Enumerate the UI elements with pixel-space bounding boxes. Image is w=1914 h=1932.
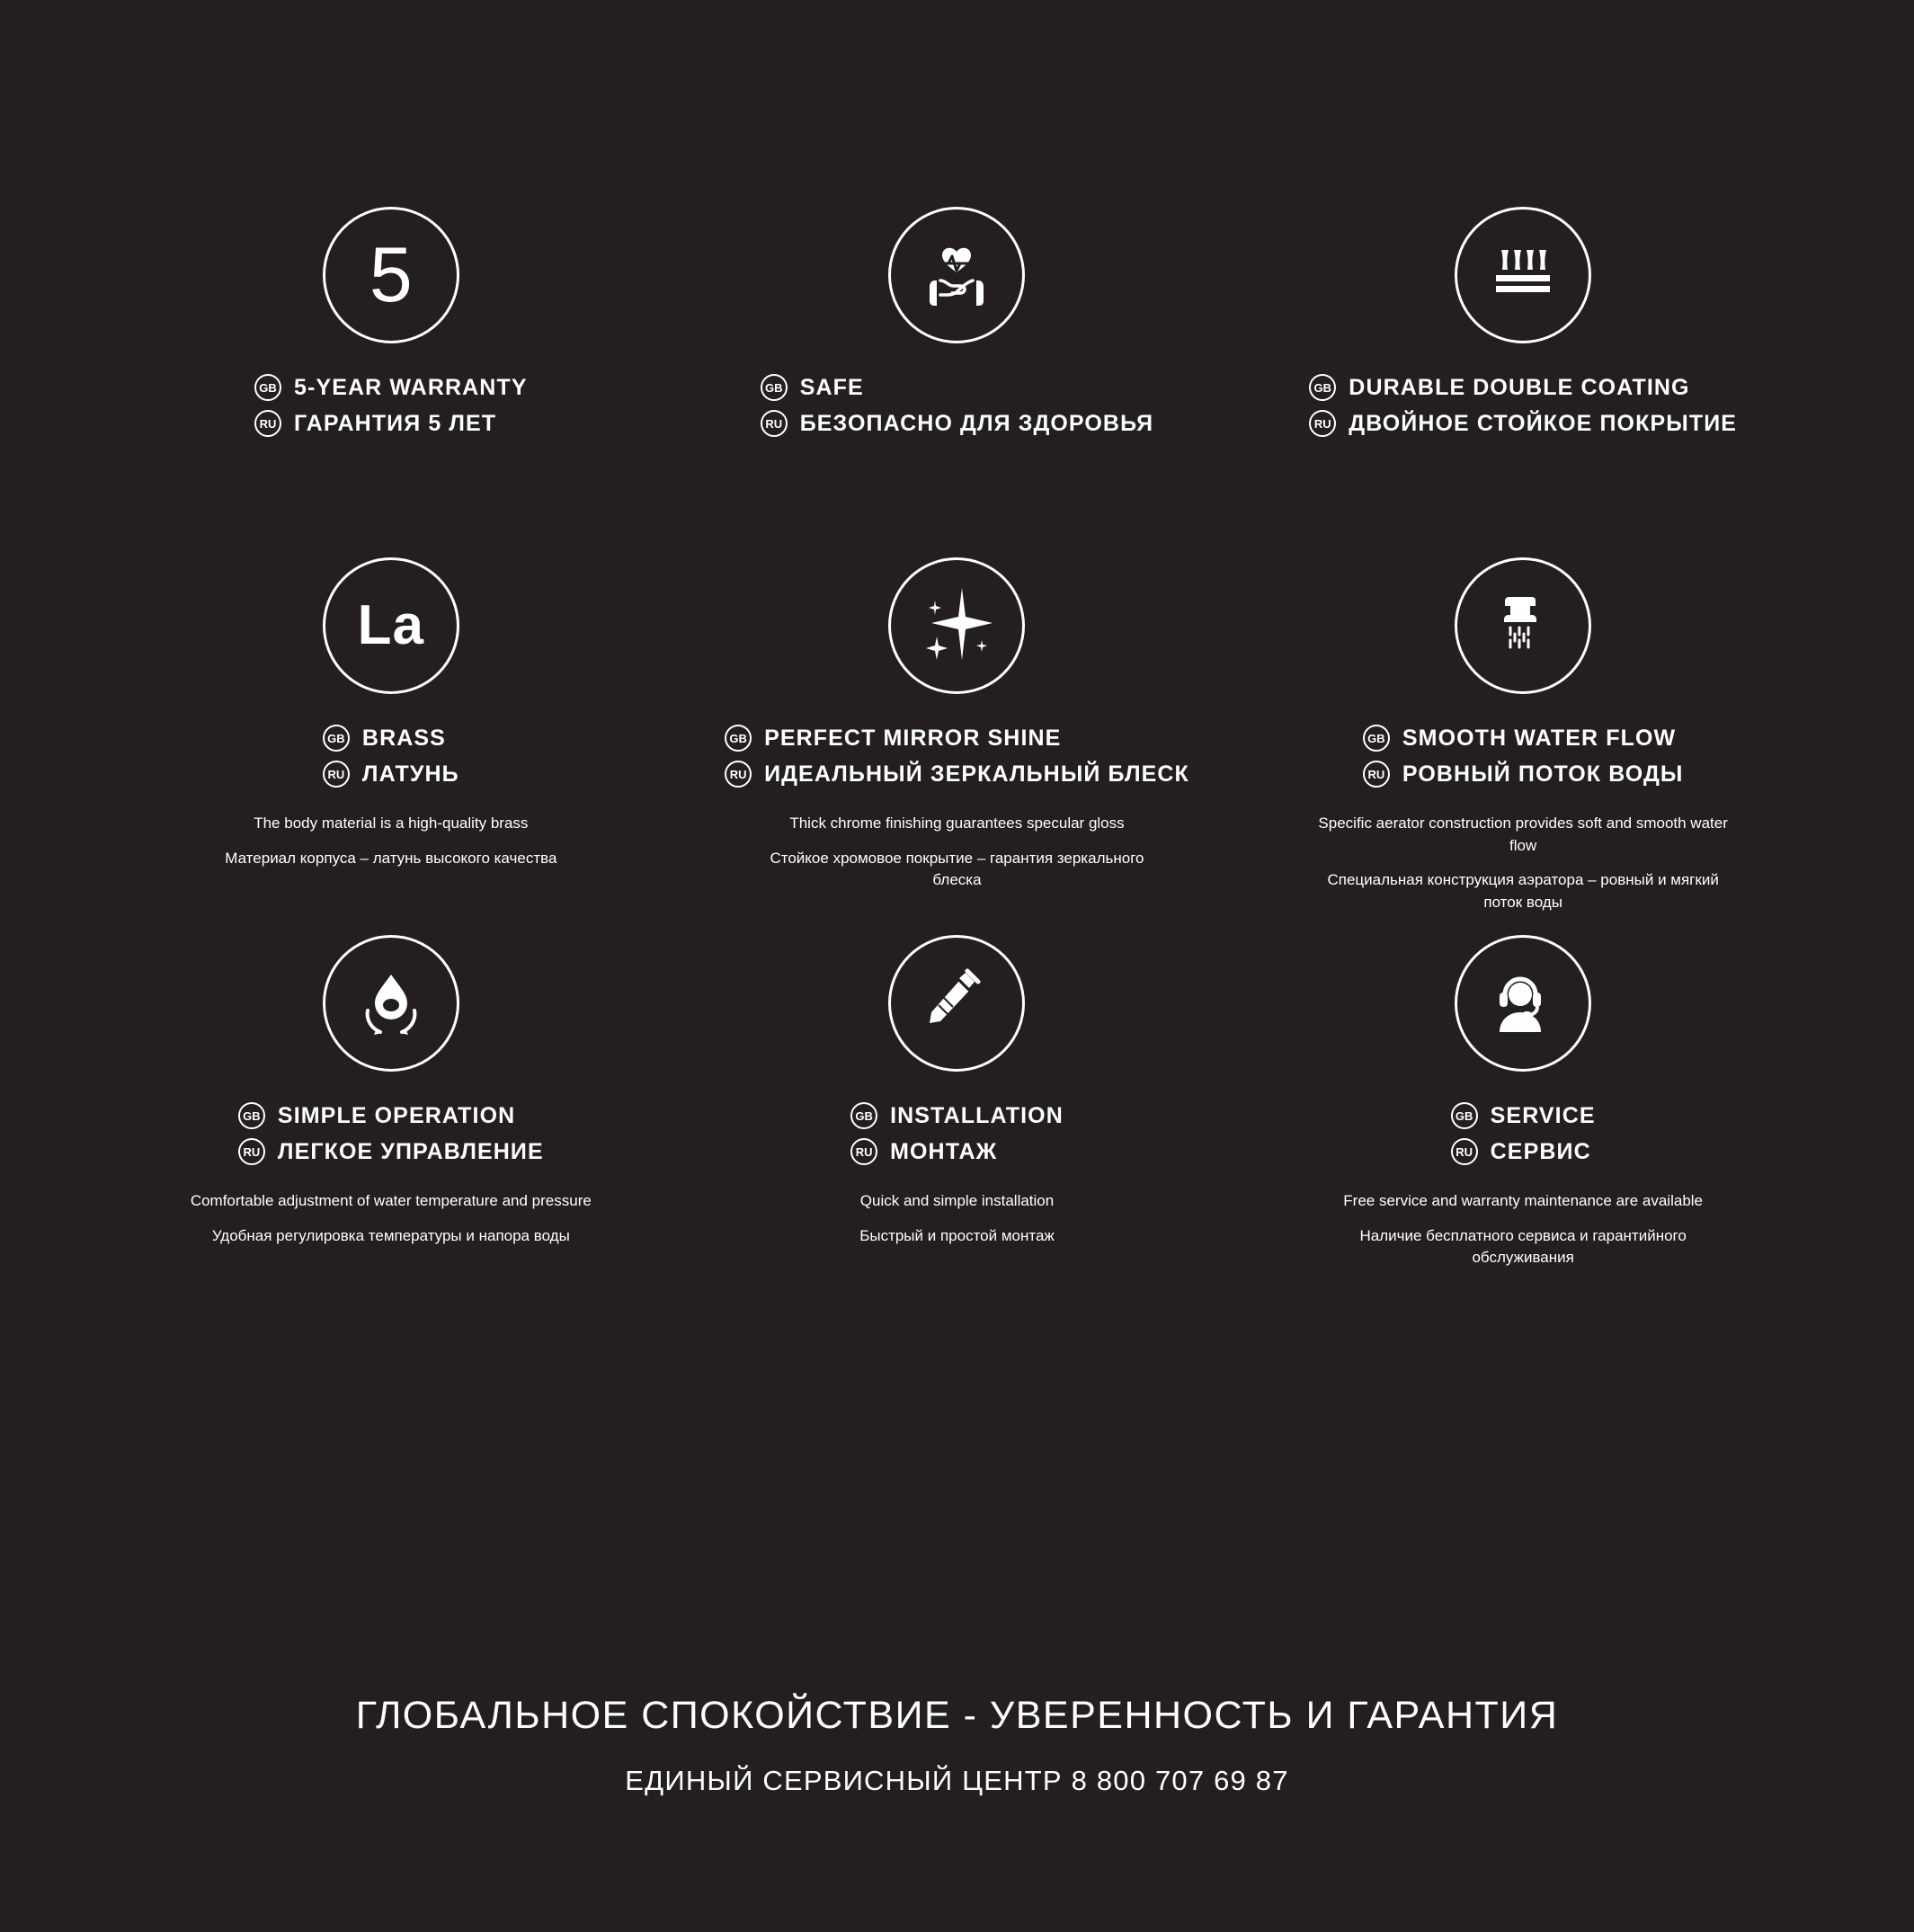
sparkle-shine-icon [888,557,1025,694]
feature-description-ru: Стойкое хромовое покрытие – гарантия зеркального блеска [770,849,1144,889]
feature-card-installation [674,935,1241,1295]
feature-description-en: Quick and simple installation [859,1192,1055,1209]
label-line-en [323,725,446,752]
support-agent-icon [1455,935,1591,1072]
feature-description-ru: Наличие бесплатного сервиса и гарантийного обслуживания [1359,1226,1687,1267]
label-line-ru [323,761,459,788]
feature-label-ru: СЕРВИС [1490,1138,1591,1164]
feature-label-ru: ЛАТУНЬ [361,761,459,787]
feature-label-ru: РОВНЫЙ ПОТОК ВОДЫ [1402,761,1684,787]
label-line-en [238,1102,515,1129]
feature-description-en: The body material is a high-quality brass [254,815,529,832]
feature-label-en: PERFECT MIRROR SHINE [764,725,1062,751]
feature-description [859,1190,1055,1247]
feature-label-en: INSTALLATION [890,1102,1064,1128]
lang-badge-ru-icon: RU [238,1138,265,1165]
feature-labels [238,1102,544,1165]
feature-card-brass [108,557,674,935]
feature-label-ru: ЛЕГКОЕ УПРАВЛЕНИЕ [277,1138,544,1164]
feature-labels [1363,725,1684,788]
lang-badge-gb-icon: GB [725,725,752,752]
lang-badge-ru-icon: RU [761,410,788,437]
pipe-wrench-icon [888,935,1025,1072]
label-line-ru [1363,761,1684,788]
feature-label-en: DURABLE DOUBLE COATING [1349,374,1690,400]
lang-badge-gb-icon: GB [761,374,788,401]
lang-badge-ru-icon: RU [1363,761,1390,788]
lang-badge-gb-icon: GB [254,374,281,401]
feature-description [225,813,556,869]
feature-description [1312,813,1734,914]
feature-card-waterflow [1240,557,1806,935]
label-line-ru [254,410,496,437]
lang-badge-gb-icon: GB [1309,374,1336,401]
feature-label-ru: МОНТАЖ [890,1138,998,1164]
feature-label-en: BRASS [361,725,446,751]
feature-labels [1309,374,1737,437]
feature-description-ru: Быстрый и простой монтаж [859,1226,1055,1244]
label-line-ru [850,1138,997,1165]
feature-card-coating [1240,207,1806,557]
features-row-2 [108,557,1806,935]
feature-description [745,813,1168,892]
brass-la-icon-text: La [357,594,424,656]
feature-labels [725,725,1189,788]
features-row-3 [108,935,1806,1295]
feature-description [1312,1190,1734,1269]
label-line-ru [238,1138,544,1165]
feature-card-safe [674,207,1241,557]
feature-label-en: SAFE [799,374,864,400]
feature-label-en: SERVICE [1490,1102,1596,1128]
label-line-ru [1309,410,1737,437]
feature-description-en: Thick chrome finishing guarantees specular gloss [789,815,1125,832]
label-line-en [761,374,864,401]
lang-badge-ru-icon: RU [1309,410,1336,437]
lang-badge-ru-icon: RU [725,761,752,788]
feature-description-en: Comfortable adjustment of water temperature and pressure [190,1192,592,1209]
feature-label-ru: ДВОЙНОЕ СТОЙКОЕ ПОКРЫТИЕ [1349,410,1738,436]
feature-label-ru: ИДЕАЛЬНЫЙ ЗЕРКАЛЬНЫЙ БЛЕСК [764,761,1189,787]
feature-labels [254,374,528,437]
features-row-1 [108,207,1806,557]
label-line-ru [1451,1138,1591,1165]
feature-description-ru: Материал корпуса – латунь высокого качества [225,849,557,867]
feature-label-en: SMOOTH WATER FLOW [1402,725,1677,751]
feature-label-en: SIMPLE OPERATION [277,1102,516,1128]
label-line-ru [761,410,1154,437]
label-line-en [254,374,528,401]
lang-badge-ru-icon: RU [254,410,281,437]
lang-badge-gb-icon: GB [850,1102,877,1129]
lang-badge-ru-icon: RU [850,1138,877,1165]
feature-labels [323,725,459,788]
feature-description-en: Free service and warranty maintenance are available [1343,1192,1704,1209]
feature-labels [1451,1102,1596,1165]
feature-card-shine [674,557,1241,935]
double-coating-icon [1455,207,1591,343]
label-line-en [1451,1102,1596,1129]
label-line-ru [725,761,1189,788]
shower-water-flow-icon [1455,557,1591,694]
footer-headline: ГЛОБАЛЬНОЕ СПОКОЙСТВИЕ - УВЕРЕННОСТЬ И ГАРАНТИЯ [355,1694,1559,1737]
water-drop-recycle-icon [323,935,459,1072]
feature-description-ru: Специальная конструкция аэратора – ровный и мягкий поток воды [1327,871,1719,911]
feature-card-service [1240,935,1806,1295]
label-line-en [850,1102,1064,1129]
feature-description [191,1190,592,1247]
lang-badge-gb-icon: GB [323,725,350,752]
feature-description-en: Specific aerator construction provides soft and smooth water flow [1318,815,1728,854]
feature-card-operation [108,935,674,1295]
feature-label-ru: ГАРАНТИЯ 5 ЛЕТ [294,410,497,436]
lang-badge-gb-icon: GB [1451,1102,1478,1129]
feature-labels [761,374,1154,437]
footer [108,1694,1806,1932]
feature-label-en: 5-YEAR WARRANTY [294,374,528,400]
brass-la-icon [323,557,459,694]
feature-card-warranty [108,207,674,557]
feature-description-ru: Удобная регулировка температуры и напора воды [211,1226,570,1244]
lang-badge-ru-icon: RU [323,761,350,788]
label-line-en [1363,725,1676,752]
five-years-icon [323,207,459,343]
feature-labels [850,1102,1064,1165]
lang-badge-ru-icon: RU [1451,1138,1478,1165]
label-line-en [725,725,1061,752]
five-years-icon-text: 5 [369,232,413,318]
hands-heart-icon [888,207,1025,343]
feature-label-ru: БЕЗОПАСНО ДЛЯ ЗДОРОВЬЯ [799,410,1154,436]
footer-service-center: ЕДИНЫЙ СЕРВИСНЫЙ ЦЕНТР 8 800 707 69 87 [625,1765,1289,1796]
label-line-en [1309,374,1689,401]
lang-badge-gb-icon: GB [1363,725,1390,752]
lang-badge-gb-icon: GB [238,1102,265,1129]
